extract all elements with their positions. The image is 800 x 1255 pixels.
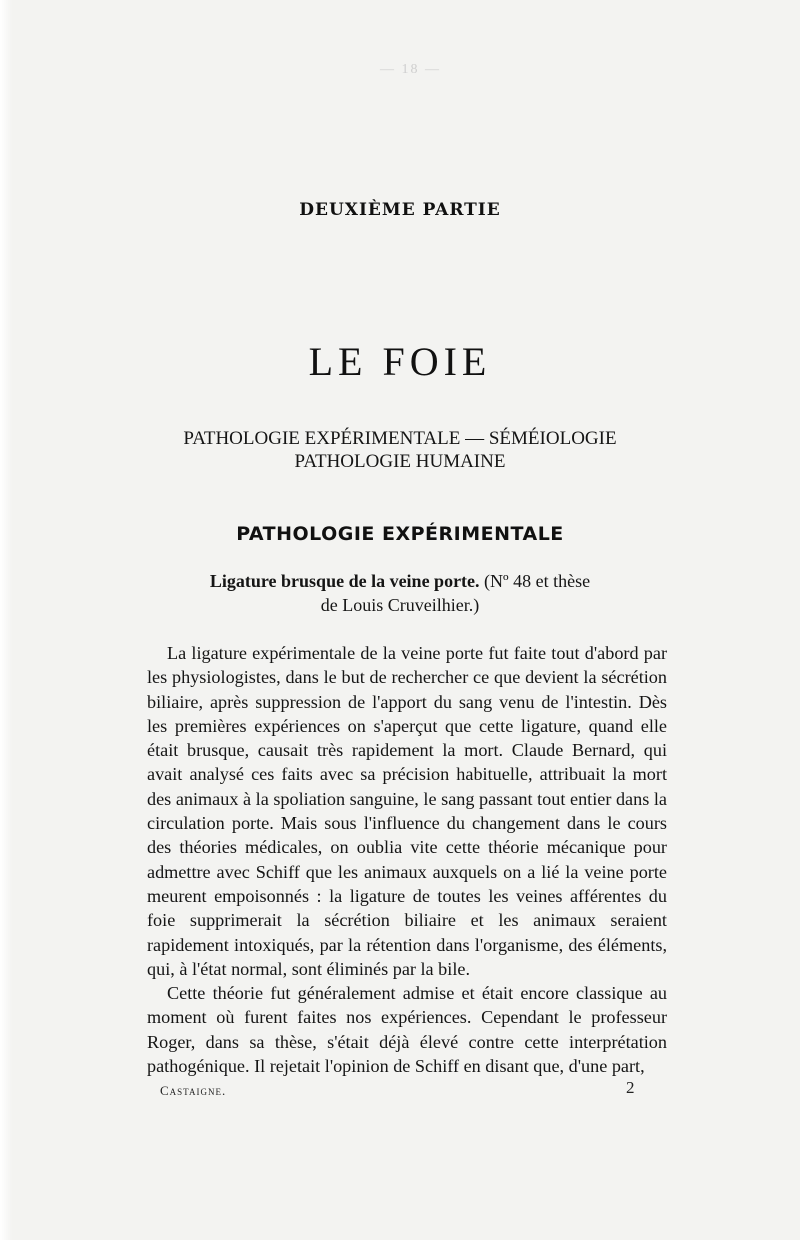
article-heading-rest: (Nº 48 et thèse — [479, 571, 591, 591]
article-heading-bold: Ligature brusque de la veine porte. — [209, 571, 480, 591]
page-bottom-edge — [0, 1240, 800, 1255]
footer-signature-mark: 2 — [626, 1078, 635, 1097]
subtitle-line-1: PATHOLOGIE EXPÉRIMENTALE — SÉMÉIOLOGIE — [183, 428, 617, 449]
section-title: PATHOLOGIE EXPÉRIMENTALE — [236, 523, 564, 545]
part-title: DEUXIÈME PARTIE — [299, 200, 501, 220]
main-title: LE FOIE — [308, 339, 492, 384]
article-heading-line-2: de Louis Cruveilhier.) — [320, 595, 480, 615]
page-left-edge — [0, 0, 12, 1255]
footer-author: Castaigne. — [160, 1083, 227, 1098]
article-heading — [0, 571, 800, 592]
subtitle-line-2: PATHOLOGIE HUMAINE — [294, 451, 506, 472]
paragraph-1: La ligature expérimentale de la veine porte fut faite tout d'abord par les physiologistes, dans le but de rechercher ce que devient la sécrétion biliaire, après suppression de l'apport du sang venu de l'intestin. Dès les premières expériences on s'aperçut que cette ligature, quand elle était brusque, causait très rapidement la mort. Claude Bernard, qui avait analysé ces faits avec sa précision habituelle, attribuait la mort des animaux à la spoliation sanguine, le sang passant tout entier dans la circulation porte. Mais sous l'influence du changement dans le cours des théories médicales, on oublia vite cette théorie mécanique pour admettre avec Schiff que les animaux auxquels on a lié la veine porte meurent empoisonnés : la ligature de toutes les veines afférentes du foie supprimerait la sécrétion biliaire et les animaux seraient rapidement intoxiqués, par la rétention dans l'organisme, des éléments, qui, à l'état normal, sont éliminés par la bile. — [147, 643, 667, 979]
paragraph-2: Cette théorie fut généralement admise et était encore classique au moment où furent faites nos expériences. Cependant le professeur Roger, dans sa thèse, s'était déjà élevé contre cette interprétation pathogénique. Il rejetait l'opinion de Schiff en disant que, d'une part, — [147, 983, 667, 1077]
running-page-number: — 18 — — [380, 62, 441, 77]
body-text — [147, 641, 667, 1078]
